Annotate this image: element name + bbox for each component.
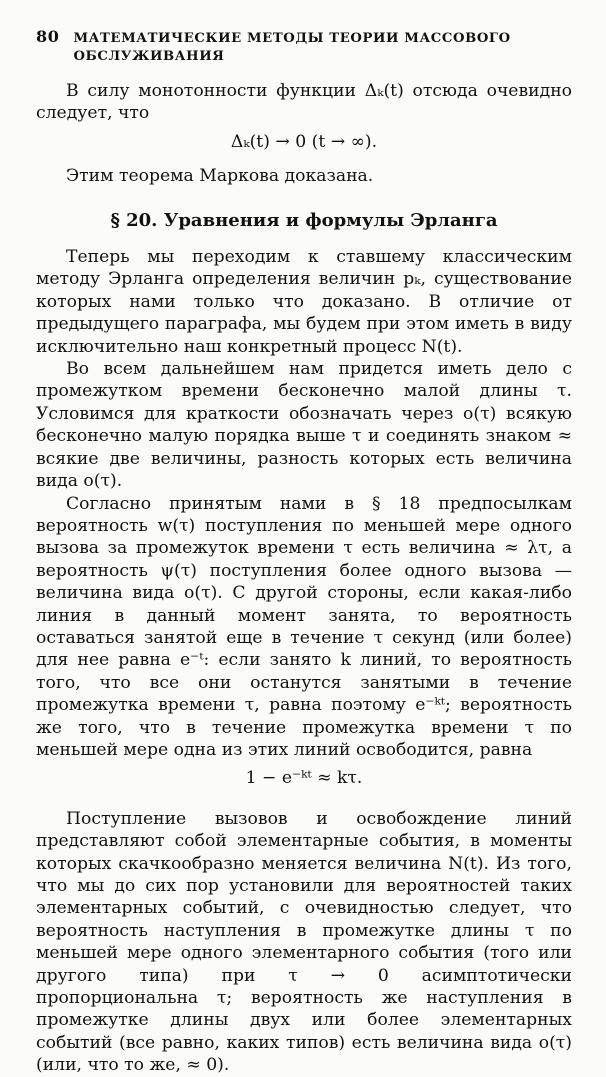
paragraph-erlang-method: Теперь мы переходим к ставшему классическим методу Эрланга определения величин pₖ, существование которых нами только что доказано. В отличие от предыдущего параграфа, мы будем при этом иметь в виду исключительно наш конкретный процесс N(t). xyxy=(36,247,572,357)
section-heading: § 20. Уравнения и формулы Эрланга xyxy=(110,209,498,231)
formula-limit: Δₖ(t) → 0 (t → ∞). xyxy=(230,131,378,152)
page-number: 80 xyxy=(36,27,60,46)
paragraph-probabilities: Согласно принятым нами в § 18 предпосылкам вероятность w(τ) поступления по меньшей мере одного вызова за промежуток времени τ есть величина ≈ λτ, а вероятность ψ(τ) поступления более одного вызова — величина вида o(τ). С другой стороны, если какая-либо линия в данный момент занята, то вероятность оставаться занятой еще в течение τ секунд (или более) для нее равна e⁻ᵗ: если занято k линий, то вероятность того, что все они останутся занятыми в течение промежутка времени τ, равна поэтому e⁻ᵏᵗ; вероятность же того, что в течение промежутка времени τ по меньшей мере одна из этих линий освободится, равна xyxy=(36,493,572,760)
paragraph-elementary-events: Поступление вызовов и освобождение линий представляют собой элементарные события, в моменты которых скачкообразно меняется величина N(t). Из того, что мы до сих пор установили для вероятностей таких элементарных событий, с очевидностью следует, что вероятность наступления в промежутке длины τ по меньшей мере одного элементарного события (того или другого типа) при τ → 0 асимптотически пропорциональна τ; вероятность же наступления в промежутке длины двух или более элементарных событий (все равно, каких типов) есть величина вида o(τ) (или, что то же, ≈ 0). xyxy=(36,808,572,1076)
running-header xyxy=(36,28,572,66)
paragraph-infinitesimal: Во всем дальнейшем нам придется иметь дело с промежутком времени бесконечно малой длины τ. Условимся для краткости обозначать через o(τ) всякую бесконечно малую порядка выше τ и соединять знаком ≈ всякие две величины, разность которых есть величина вида o(τ). xyxy=(36,359,572,492)
paragraph-markov-proved: Этим теорема Маркова доказана. xyxy=(66,166,374,187)
running-title: МАТЕМАТИЧЕСКИЕ МЕТОДЫ ТЕОРИИ МАССОВОГО ОБСЛУЖИВАНИЯ xyxy=(73,31,511,64)
paragraph-monotonicity: В силу монотонности функции Δₖ(t) отсюда очевидно следует, что xyxy=(36,81,572,124)
formula-release: 1 − e⁻ᵏᵗ ≈ kτ. xyxy=(245,768,363,789)
